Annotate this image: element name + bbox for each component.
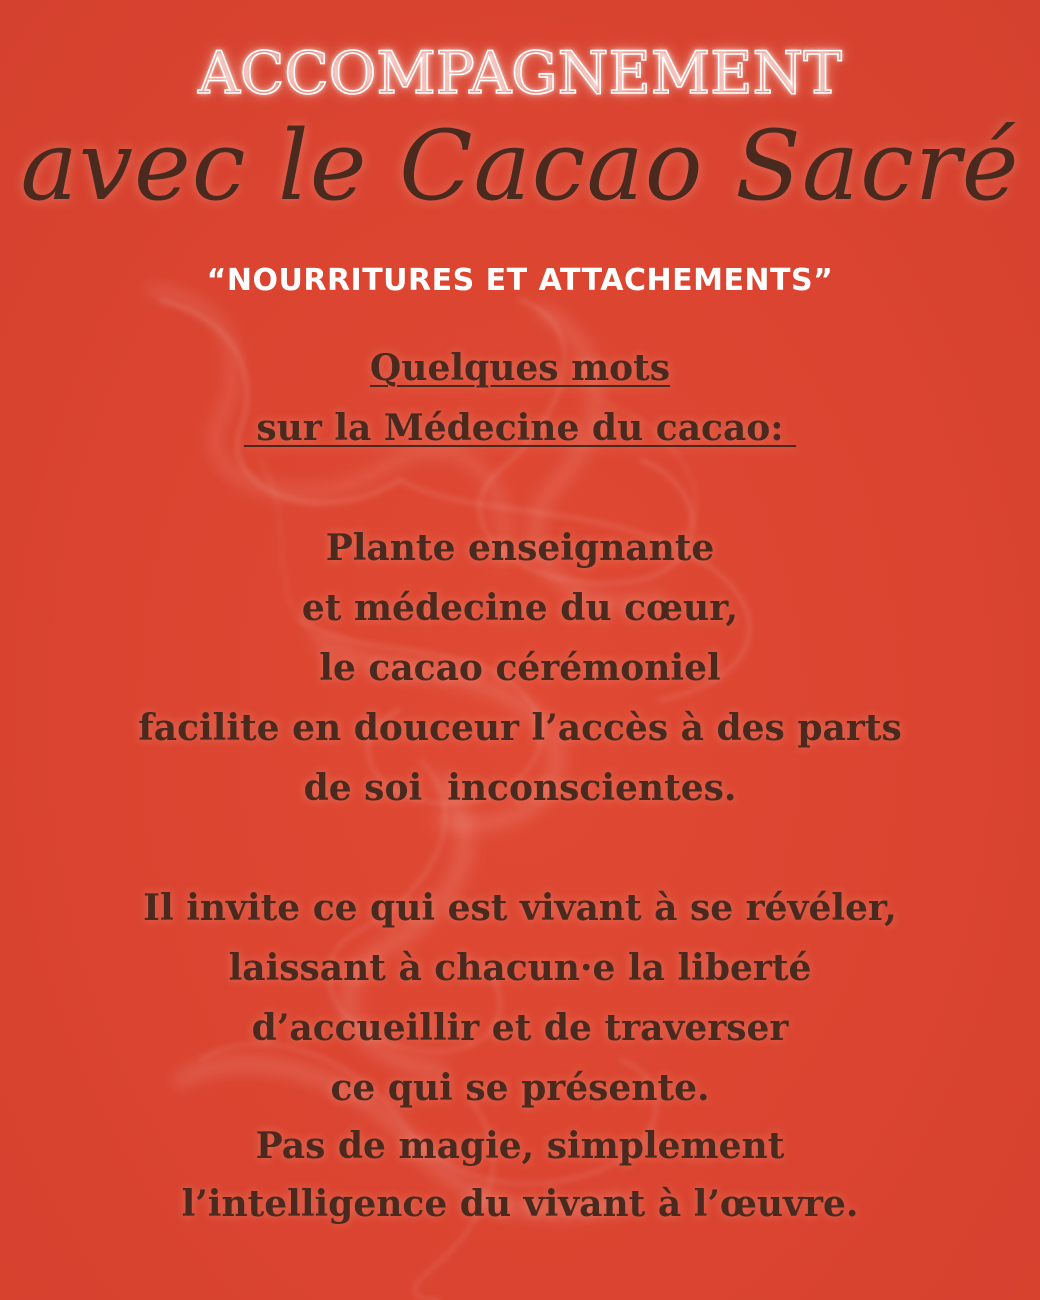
paragraph-1-line: Plante enseignante xyxy=(325,527,715,569)
title-cacao-sacre: avec le Cacao Sacré xyxy=(20,110,1020,222)
paragraph-2-line: ce qui se présente. xyxy=(330,1067,710,1109)
paragraph-1-line: facilite en douceur l’accès à des parts xyxy=(138,707,902,749)
paragraph-1-line: de soi inconscientes. xyxy=(303,767,737,809)
title-accompagnement: ACCOMPAGNEMENT xyxy=(198,39,842,107)
section-heading-line-1: Quelques mots xyxy=(369,347,671,389)
paragraph-1-line: le cacao cérémoniel xyxy=(319,647,721,689)
paragraph-2-line: l’intelligence du vivant à l’œuvre. xyxy=(181,1183,859,1225)
paragraph-2-line: d’accueillir et de traverser xyxy=(251,1007,789,1049)
section-heading-line-2: sur la Médecine du cacao: xyxy=(243,407,797,449)
paragraph-2-line: laissant à chacun·e la liberté xyxy=(228,947,812,989)
paragraph-2-line: Il invite ce qui est vivant à se révéler, xyxy=(143,887,897,929)
subtitle-nourritures: “NOURRITURES ET ATTACHEMENTS” xyxy=(206,263,834,298)
paragraph-1-line: et médecine du cœur, xyxy=(301,587,739,629)
paragraph-2-line: Pas de magie, simplement xyxy=(255,1125,785,1167)
